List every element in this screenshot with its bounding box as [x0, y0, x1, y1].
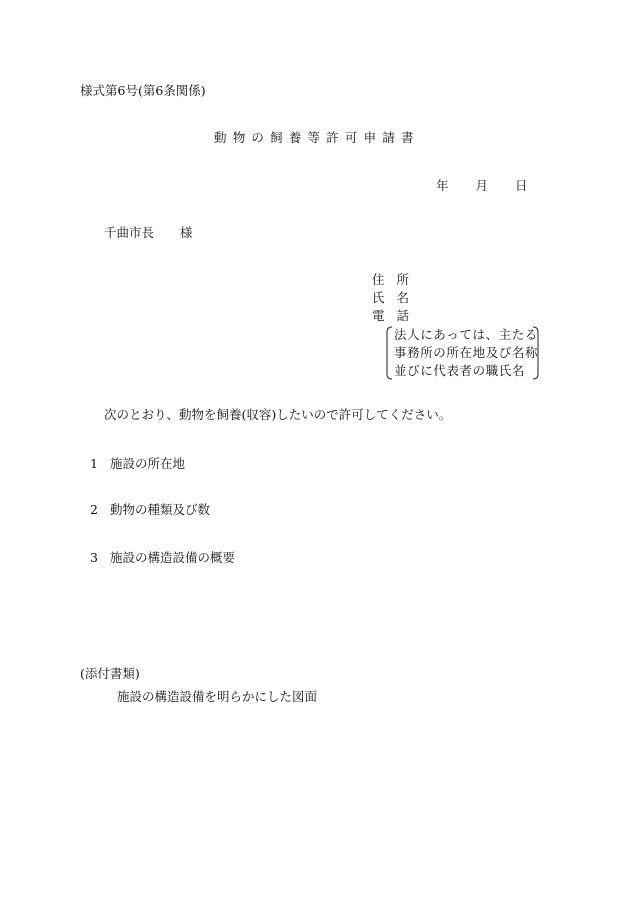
item-number: 1 [90, 456, 98, 471]
corporate-note-line: 並びに代表者の職氏名 [394, 363, 526, 378]
applicant-name-label: 氏名 [372, 290, 422, 305]
corporate-note-line: 事務所の所在地及び名称 [394, 345, 539, 360]
attachments-heading: (添付書類) [80, 666, 140, 681]
addressee-name: 千曲市長 [104, 225, 155, 240]
form-number: 様式第6号(第6条関係) [80, 83, 206, 98]
applicant-address-label: 住所 [372, 272, 422, 287]
attachments-body: 施設の構造設備を明らかにした図面 [117, 689, 318, 704]
document-title: 動物の飼養等許可申請書 [214, 130, 420, 145]
list-item [90, 458, 185, 471]
applicant-phone-label: 電話 [372, 308, 422, 323]
intro-text: 次のとおり、動物を飼養(収容)したいので許可してください。 [104, 407, 452, 422]
list-item [90, 504, 210, 517]
date-month-label: 月 [475, 178, 489, 193]
corporate-note [385, 326, 540, 380]
item-label: 施設の構造設備の概要 [110, 550, 236, 565]
date-line [436, 180, 528, 193]
item-number: 2 [90, 502, 98, 517]
date-year-label: 年 [436, 178, 449, 193]
date-day-label: 日 [515, 178, 528, 193]
addressee-honorific: 様 [180, 225, 193, 240]
item-label: 動物の種類及び数 [110, 502, 211, 517]
addressee [104, 227, 193, 240]
item-label: 施設の所在地 [110, 456, 186, 471]
item-number: 3 [90, 550, 98, 565]
list-item [90, 552, 235, 565]
corporate-note-line: 法人にあっては、主たる [394, 327, 538, 342]
